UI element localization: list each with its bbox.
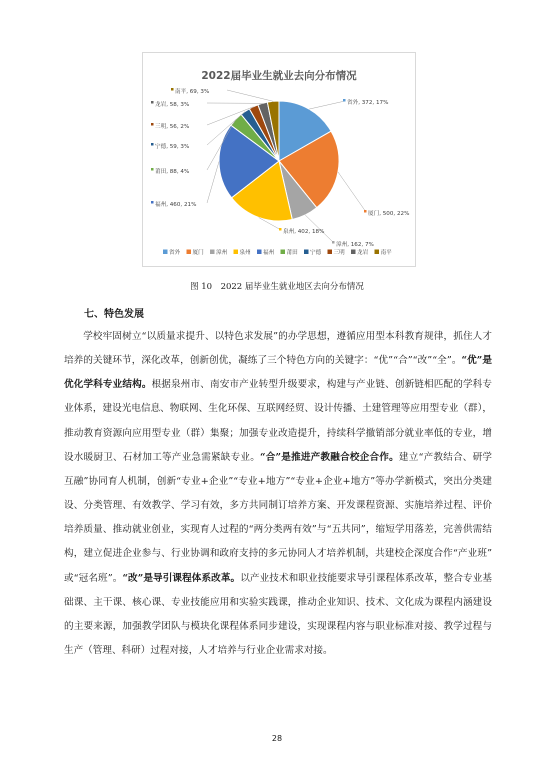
pie-chart bbox=[142, 52, 416, 267]
legend-swatch bbox=[304, 250, 309, 255]
body-text bbox=[64, 325, 492, 663]
legend-entry: 宁德 bbox=[310, 250, 322, 256]
section-heading: 七、特色发展 bbox=[84, 309, 144, 320]
leader-line bbox=[338, 172, 366, 212]
legend-entry: 厦门 bbox=[192, 250, 204, 256]
legend-swatch bbox=[328, 250, 333, 255]
legend-swatch bbox=[351, 250, 356, 255]
figure-caption: 图 10 2022 届毕业生就业地区去向分布情况 bbox=[190, 282, 364, 292]
legend-swatch bbox=[210, 250, 215, 255]
legend-swatch bbox=[281, 250, 286, 255]
data-label: 龙岩, 58, 3% bbox=[155, 102, 190, 108]
data-label: 莆田, 88, 4% bbox=[155, 169, 190, 175]
data-label: 宁德, 59, 3% bbox=[155, 144, 190, 150]
legend-entry: 三明 bbox=[333, 250, 345, 256]
body-sentence: 学校牢固树立“以质量求提升、以特色求发展”的办学思想，遵循应用型本科教育规律，抓住人才培养的关键环节，深化改革，创新创优，凝练了三个特色方向的关键字：“优”“合”“改”“全”。 bbox=[64, 331, 492, 367]
legend-swatch bbox=[257, 250, 262, 255]
legend-entry: 南平 bbox=[380, 250, 392, 256]
legend-entry: 福州 bbox=[263, 250, 275, 256]
leader-line bbox=[309, 101, 345, 109]
body-sentence: 以产业技术和职业技能要求导引课程体系改革，整合专业基础课、主干课、核心课、专业技能应用和实验实践课，推动企业知识、技术、文化成为课程内涵建设的主要来源，加强教学团队与模块化课程体系同步建设，实现课程内容与职业标准对接、教学过程与生产（管理、科研）过程对接，人才培养与行业企业需求对接。 bbox=[64, 572, 493, 657]
data-label: 省外, 372, 17% bbox=[347, 100, 389, 106]
label-marker bbox=[151, 101, 154, 104]
data-label: 福州, 460, 21% bbox=[155, 202, 197, 208]
data-label: 厦门, 500, 22% bbox=[368, 211, 410, 217]
data-label: 三明, 56, 2% bbox=[155, 124, 190, 130]
bold-phrase-he: “合”是推进产教融合校企合作。 bbox=[260, 451, 399, 463]
body-sentence: 建立“产教结合、研学互融”协同育人机制，创新“专业+企业”“专业+地方”“专业+企业+地方”等办学新模式，突出分类建设、分类管理、有效教学、学习有效，多方共同制订培养方案、开发课程资源、实施培养过程、评价培养质量、推动就业创业，实现育人过程的“两分类两有效”与“五共同”，缩短学用落差，完善供需结构，建立促进企业参与、行业协调和政府支持的多元协同人才培养机制，共建校企深度合作“产业班” 或“冠名班”。 bbox=[64, 451, 493, 584]
leader-line bbox=[227, 90, 273, 101]
bold-phrase-gai: “改”是导引课程体系改革。 bbox=[122, 572, 241, 584]
legend-entry: 漳州 bbox=[216, 250, 228, 256]
chart-title: 2022届毕业生就业去向分布情况 bbox=[201, 70, 357, 82]
label-marker bbox=[279, 228, 282, 231]
page-number: 28 bbox=[271, 734, 283, 743]
legend-swatch bbox=[163, 250, 168, 255]
legend-swatch bbox=[187, 250, 192, 255]
legend-entry: 龙岩 bbox=[357, 250, 369, 256]
body-sentence: 根据泉州市、南安市产业转型升级要求，构建与产业链、创新链相匹配的学科专业体系，建设光电信息、物联网、生化环保、互联网经贸、设计传播、土建管理等应用型专业（群），推动教育资源向应用型专业（群）集聚；加强专业改造提升，持续科学撤销部分就业率低的专业，增设水暖厨卫、石材加工等产业急需紧缺专业。 bbox=[64, 379, 493, 463]
legend-swatch bbox=[375, 250, 380, 255]
data-label: 漳州, 162, 7% bbox=[336, 242, 374, 248]
label-marker bbox=[332, 241, 335, 244]
body-paragraph bbox=[64, 325, 492, 663]
label-marker bbox=[151, 123, 154, 126]
data-label: 南平, 69, 3% bbox=[175, 89, 210, 95]
label-marker bbox=[343, 99, 346, 102]
label-marker bbox=[364, 210, 367, 213]
legend-entry: 省外 bbox=[169, 250, 181, 256]
label-marker bbox=[171, 88, 174, 91]
label-marker bbox=[151, 143, 154, 146]
leader-line bbox=[207, 162, 219, 203]
label-marker bbox=[151, 201, 154, 204]
pie-chart-svg bbox=[143, 53, 415, 266]
legend-entry: 泉州 bbox=[239, 250, 251, 256]
legend-swatch bbox=[234, 250, 239, 255]
label-marker bbox=[151, 168, 154, 171]
legend-entry: 莆田 bbox=[286, 250, 298, 256]
data-label: 泉州, 402, 18% bbox=[283, 229, 325, 235]
bold-phrase-you: “优”是优化学科专业结构。 bbox=[64, 355, 492, 391]
